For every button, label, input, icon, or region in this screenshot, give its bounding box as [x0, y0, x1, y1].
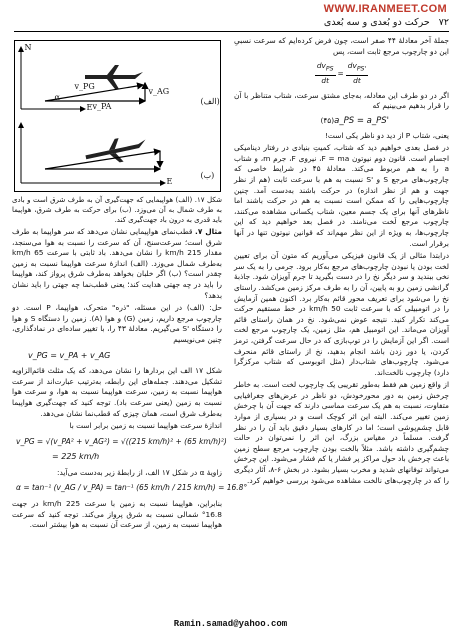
chapter-title: حرکت دو بُعدی و سه بُعدی	[323, 17, 430, 28]
label-alpha: α	[54, 93, 60, 102]
equation-acceleration: a_PS = a_PS'	[334, 116, 389, 127]
label-part-b: (ب)	[200, 171, 215, 180]
paragraph-5: درابتدا مثالی از یک قانون فیزیکی می‌آوریم که متون آن برای تعیین لخت بودن یا نبودن چارچوب‌های مرجع به‌کار برود. جرمی را به یک سر نخی ببندید و سر دیگر نخ را در دست بگیرید تا جرم آویزان شود. جاذبهٔ گرانشی زمین رو به پایین، آن را به طرف مرکز زمین می‌کشد. راستای نخ را می‌شود برای تعریف محور قائم به‌کار برد. اکنون همین آزمایش را در اتومبیلی که با سرعت ثابت 50 km/h در خط مستقیم حرکت می‌کند تکرار کنید. نتیجه عوض نمی‌شود. نخ در همان راستای قائم آویزان می‌ماند. این اتومبیل هم، مثل زمین، یک چارچوب مرجع لخت است. اگر این آزمایش را در توپ‌بازی که در حال سرعت گرفتن، ترمز کردن، یا دور زدن باشد انجام بدهید، نخ از راستای قائم منحرف می‌شود. چارچوب‌های شتاب‌دار (مثل اتوبوسی که شتاب مرکزگرا دارد) چارچوب نالخت‌اند.	[234, 251, 449, 377]
eq-rhs-numerator: dv	[347, 61, 357, 71]
example-text: قطب‌نمای هواپیمایی نشان می‌دهد که سر هواپیما به طرف شرق است؛ سرعت‌سنج، آن که سرعت را نسبت به هوا می‌سنجد، مقدار 215 km/h را نشان می‌دهد. باد ثابتی با سرعت 65 km/h به‌طرف شمال می‌وزد. (الف) اندازهٔ سرعت هواپیما نسبت به زمین چقدر است؟ (ب) اگر خلبان بخواهد به‌طرف شرق پرواز کند، هواپیما را باید در چه جهتی هدایت کند؛ یعنی قطب‌نما چه جهتی را باید نشان بدهد؟	[12, 227, 222, 300]
equation-number: (۴۵)	[320, 116, 335, 126]
equation-alpha: α = tan⁻¹ (v_AG / v_PA) = tan⁻¹ (65 km/h / 215 km/h) = 16.8°	[16, 483, 248, 493]
label-east-bottom: E	[166, 177, 173, 186]
example-7	[12, 227, 222, 301]
site-watermark-url: WWW.IRANMEET.COM	[323, 3, 447, 15]
left-column	[12, 36, 248, 615]
figure-17	[14, 40, 221, 192]
label-north: N	[24, 43, 32, 52]
paragraph-conclusion: بنابراین، هواپیما نسبت به زمین با سرعت 225 km/h در جهت 16.8° شمالی نسبت به شرق پرواز می‌کند. توجه کنید که سرعت هواپیما نسبت به زمین، از سرعت آن نسبت به هوا بیشتر است.	[12, 499, 222, 530]
eq-lhs-numerator: dv	[316, 61, 326, 71]
equation-velocity-derivative	[234, 61, 449, 87]
page-number: ۷۲	[438, 17, 449, 28]
equation-45	[234, 116, 449, 127]
paragraph-6: از واقع زمین هم فقط به‌طور تقریبی یک چارچوب لخت است. به خاطر چرخش زمین به دور محورخودش، دو ناظر در عرض‌های جغرافیایی متفاوت، نسبت به هم یک سرعت مماسی دارند که جهت آن با چرخش زمین تغییر می‌کند. البته این اثر کوچک است و در بسیاری از موارد قابل چشم‌پوشی است؛ اما در کارهای بسیار دقیق باید آن را در نظر گرفت. مسلماً در مقیاس بزرگ، این اثر را نمی‌توان در حالت چشم‌گیری داشته باشد. مثلاً بالخت بودن چارچوب مرجع سطح زمین باعث چرخش باد حول مراکز پر فشار یا کم فشار می‌شود. این چرخش می‌تواند توفانهای شدید و مخرب بسیار بشود. در بخش ۶-۸، آثار دیگری را که در چارچوب‌های نالخت مشاهده می‌شود بررسی خواهیم کرد.	[234, 380, 449, 485]
equation-vector-sum: v_PG = v_PA + v_AG	[28, 350, 111, 360]
example-title: مثال ۷.	[195, 227, 222, 236]
figure-vector-diagram	[15, 41, 220, 191]
label-vpg: v_PG	[74, 82, 95, 91]
label-east-top: E	[86, 103, 93, 112]
right-column	[234, 36, 449, 615]
eq-rhs-denominator: dt	[353, 76, 361, 86]
footer-email: Ramin.samad@yahoo.com	[173, 619, 288, 629]
paragraph-1: جملهٔ آخر معادلهٔ ۴۴ صفر است، چون فرض کرده‌ایم که سرعت نسبیِ این دو چارچوب مرجع ثابت است، پس	[234, 36, 449, 56]
airplane-icon-bottom	[83, 133, 149, 169]
solution-a: حل: (الف) در این مسئله، "ذره" متحرک، هواپیما، P است. دو چارچوب مرجع داریم، زمین (G) و هوا (A). زمین را دستگاه S و هوا را دستگاه 'S می‌گیریم. معادلهٔ ۴۳ را، با تغییر ساده‌ای در نمادگذاری، چنین می‌نویسیم	[12, 303, 222, 344]
equation-vpg-result: = 225 km/h	[52, 452, 100, 462]
paragraph-magnitude: اندازهٔ سرعت هواپیما نسبت به زمین برابر است با	[69, 421, 222, 431]
eq-lhs-sub: PS	[325, 65, 334, 73]
paragraph-figure-explain: شکل ۱۷ الف این بردارها را نشان می‌دهد، که یک مثلث قائم‌الزاویه تشکیل می‌دهند. جمله‌های این رابطه، به‌ترتیب عبارت‌اند از سرعت هواپیما نسبت به زمین، سرعت هواپیما نسبت به هوا، و سرعت هوا نسبت به زمین (یعنی سرعت باد). توجه کنید که جهت‌گیری هواپیما به‌طرف شرق است، همان چیزی که قطب‌نما نشان می‌دهد.	[12, 366, 222, 418]
paragraph-2: اگر در دو طرف این معادله، به‌جای مشتق سرعت، شتاب متناظر با آن را قرار بدهیم می‌بینیم که	[234, 90, 449, 111]
paragraph-angle: زاویهٔ α در شکل ۱۷ الف، از رابطهٔ زیر به‌دست می‌آید:	[57, 467, 222, 477]
paragraph-4: در فصل بعدی خواهیم دید که شتاب، کمیتِ بنیادی در رفتار دینامیکی اجسام است. قانون دوم نیوتون F = ma، نیروی F، جرم m، و شتاب a را به هم مربوط می‌کند. معادلهٔ ۴۵ در شرایط خاصی که چارچوب‌های مرجع S و 'S نسبت به هم با سرعت ثابت (هم از نظر جهت و هم از نظر اندازه) در حرکت باشند به‌دست آمد. چنین چارچوب‌هایی را که ممکن است نسبت به هم در حرکت باشند اما ناظرهای آنها برای یک جسم معین، شتاب یکسانی مشاهده می‌کنند، چارچوب مرجع لَخت می‌نامند. در فصل بعد خواهیم دید که این چارچوب‌ها، به ویژه از این نظر مهم‌اند که قوانین نیوتون تنها در آنها برقرار است.	[234, 143, 449, 248]
paragraph-3: یعنی، شتاب P از دید دو ناظر یکی است!	[324, 130, 449, 140]
page-header-title	[324, 17, 449, 28]
label-vpa: v_PA	[92, 102, 112, 111]
equation-vpg: v_PG = √(v_PA² + v_AG²) = √((215 km/h)² + (65 km/h)²)	[16, 436, 227, 446]
eq-equals: =	[337, 68, 344, 78]
label-vag: v_AG	[148, 87, 170, 96]
eq-lhs-denominator: dt	[321, 76, 329, 86]
figure-caption: شکل ۱۷. (الف) هواپیمایی که جهت‌گیری آن به طرف شرق است و بادی به طرف شمال به آن می‌وزد. (ب) برای حرکت به طرف شرق، هواپیما باید قدری به درون باد جهت‌گیری کند.	[12, 196, 223, 224]
eq-rhs-sub: PS'	[356, 65, 367, 73]
page-header	[14, 16, 449, 32]
label-part-a: (الف)	[200, 97, 220, 106]
